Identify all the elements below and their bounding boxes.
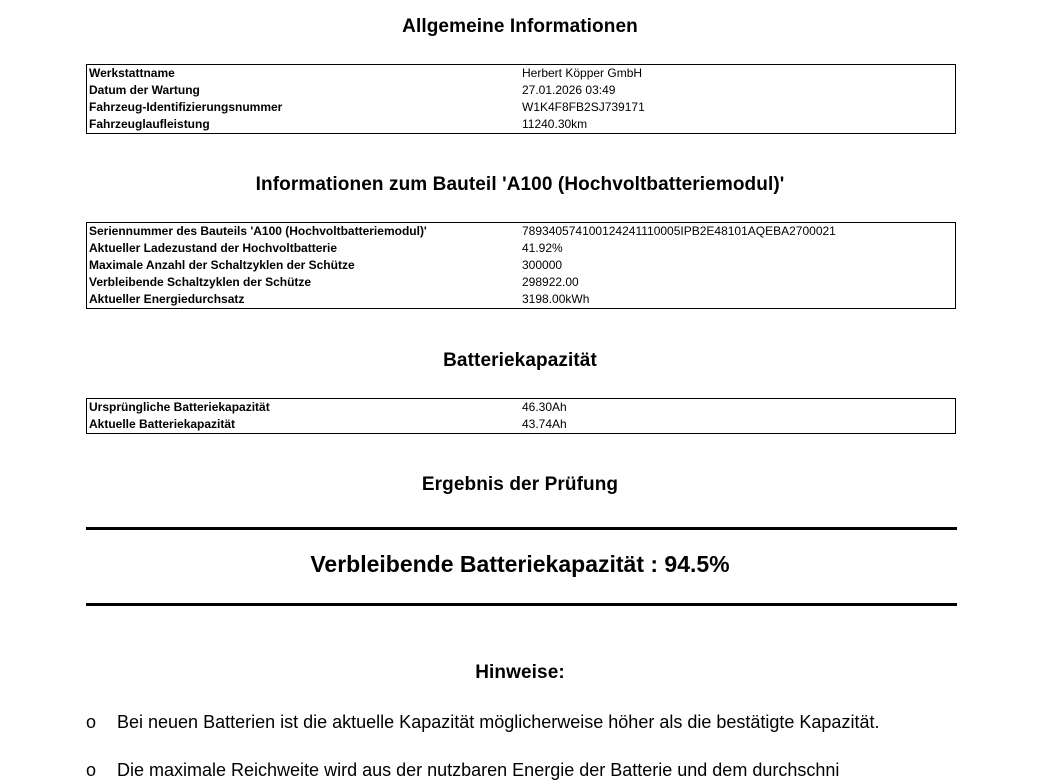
info-row <box>89 65 953 82</box>
service-date-value: 27.01.2026 03:49 <box>522 83 616 97</box>
remaining-capacity-result: Verbleibende Batteriekapazität : 94.5% <box>310 551 730 577</box>
result-bottom-rule <box>86 603 957 606</box>
mileage-value: 11240.30km <box>522 117 588 131</box>
workshop-name-value: Herbert Köpper GmbH <box>522 66 643 80</box>
state-of-charge-label: Aktueller Ladezustand der Hochvoltbatterie <box>89 241 338 255</box>
note-text: Die maximale Reichweite wird aus der nutzbaren Energie der Batterie und dem durchschni <box>117 760 840 780</box>
info-row <box>89 240 953 257</box>
result-top-rule <box>86 527 957 530</box>
capacity-box <box>86 398 956 434</box>
note-item <box>86 758 946 780</box>
vin-label: Fahrzeug-Identifizierungsnummer <box>89 100 283 114</box>
energy-throughput-value: 3198.00kWh <box>522 292 590 306</box>
info-row <box>89 291 953 308</box>
component-info-box <box>86 222 956 309</box>
info-row <box>89 82 953 99</box>
info-row <box>89 99 953 116</box>
original-capacity-value: 46.30Ah <box>522 400 567 414</box>
result-title: Ergebnis der Prüfung <box>421 474 619 495</box>
info-row <box>89 416 953 433</box>
component-info-title: Informationen zum Bauteil 'A100 (Hochvoltbatteriemodul)' <box>255 174 785 195</box>
info-row <box>89 116 953 133</box>
service-date-label: Datum der Wartung <box>89 83 200 97</box>
info-row <box>89 399 953 416</box>
serial-number-value: 789340574100124241110005IPB2E48101AQEBA2700021 <box>522 224 836 238</box>
info-row <box>89 257 953 274</box>
max-switch-cycles-label: Maximale Anzahl der Schaltzyklen der Schütze <box>89 258 355 272</box>
current-capacity-value: 43.74Ah <box>522 417 567 431</box>
max-switch-cycles-value: 300000 <box>522 258 563 272</box>
note-text: Bei neuen Batterien ist die aktuelle Kapazität möglicherweise höher als die bestätigte Kapazität. <box>117 712 880 732</box>
mileage-label: Fahrzeuglaufleistung <box>89 117 210 131</box>
current-capacity-label: Aktuelle Batteriekapazität <box>89 417 236 431</box>
bullet-marker: o <box>86 760 97 780</box>
notes-title: Hinweise: <box>475 662 565 683</box>
workshop-name-label: Werkstattname <box>89 66 175 80</box>
info-row <box>89 223 953 240</box>
remaining-switch-cycles-label: Verbleibende Schaltzyklen der Schütze <box>89 275 312 289</box>
general-info-box <box>86 64 956 134</box>
serial-number-label: Seriennummer des Bauteils 'A100 (Hochvoltbatteriemodul)' <box>89 224 427 238</box>
original-capacity-label: Ursprüngliche Batteriekapazität <box>89 400 270 414</box>
general-info-title: Allgemeine Informationen <box>402 16 638 37</box>
info-row <box>89 274 953 291</box>
energy-throughput-label: Aktueller Energiedurchsatz <box>89 292 245 306</box>
state-of-charge-value: 41.92% <box>522 241 563 255</box>
vin-value: W1K4F8FB2SJ739171 <box>522 100 645 114</box>
remaining-switch-cycles-value: 298922.00 <box>522 275 579 289</box>
note-item <box>86 710 946 734</box>
bullet-marker: o <box>86 712 97 732</box>
capacity-title: Batteriekapazität <box>443 350 597 371</box>
